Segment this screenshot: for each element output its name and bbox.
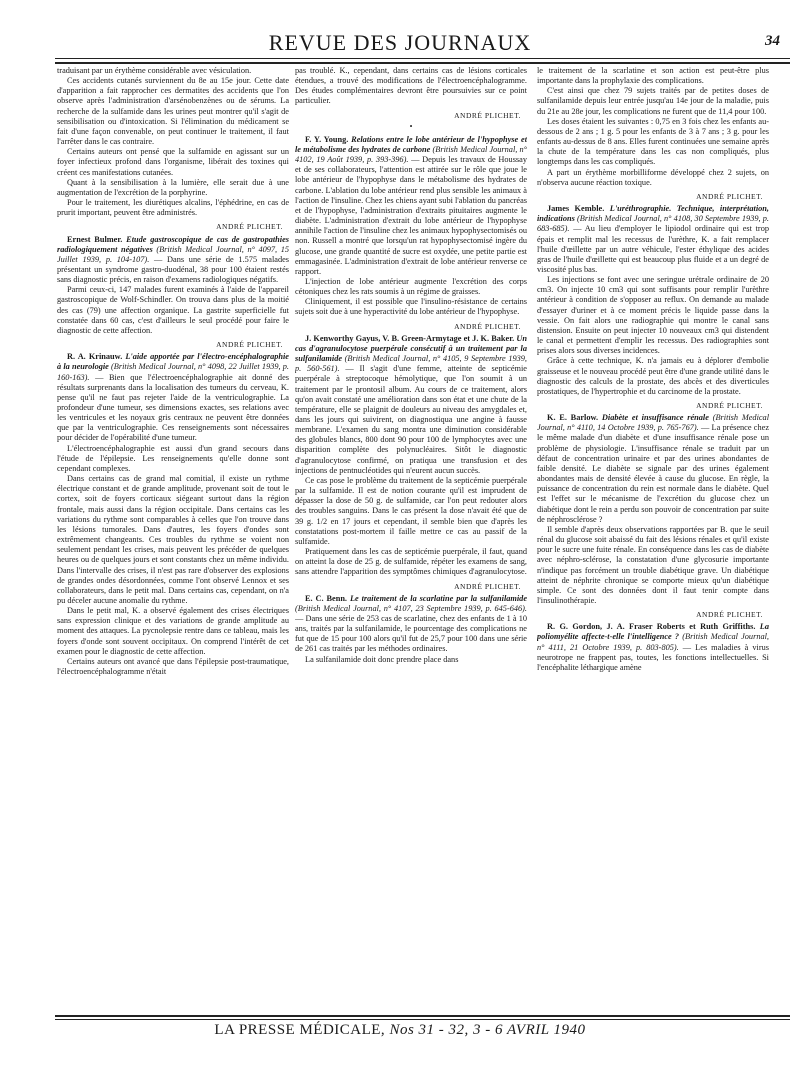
article-header <box>295 594 527 655</box>
paragraph: L'injection de lobe antérieur augmente l'excrétion des corps cétoniques chez les rats soumis à un régime de graisses. <box>295 276 527 297</box>
paragraph: Les injections se font avec une seringue urétrale ordinaire de 20 cm3. On injecte 10 cm3 qui sont suffisants pour remplir l'urèthre antérieur à condition de s'opposer au reflux. On demande au malade d'essayer d'uriner et à ce moment précis le liquide passe dans la vessie. On fait alors une radiographie qui montre le canal sans distension. Ensuite on peut injecter 10 nouveaux cm3 qui distendent le canal et permettent d'emplir les recessus. Des radiographies sont prises alors sous diverses incidences. <box>537 275 769 356</box>
article-citation: (British Medical Journal, n° 4105, 9 Septembre 1939, p. 560-561). <box>295 354 527 374</box>
article-author: R. G. Gordon, J. A. Fraser Roberts et Ruth Griffiths. <box>547 622 756 632</box>
article-header <box>537 413 769 525</box>
footer-rule-thick <box>55 1015 790 1017</box>
article-text: — Dans une série de 1.575 malades présentant un syndrome gastro-duodénal, 38 pour 100 étaient restés sans diagnostic précis, en raison d'examens radiologiques négatifs. <box>57 254 289 285</box>
column-2 <box>295 66 527 1008</box>
article-title: La poliomyélite affecte-t-elle l'intelligence ? <box>537 622 769 642</box>
footer-rule <box>55 1019 790 1020</box>
signature: ANDRÉ PLICHET. <box>696 401 763 410</box>
article-author: E. C. Benn. <box>305 593 348 603</box>
signature: ANDRÉ PLICHET. <box>454 321 521 331</box>
paragraph: Parmi ceux-ci, 147 malades furent examinés à l'aide de l'appareil gastroscopique de Wolf-Schindler. On trouva dans plus de la moitié des cas (79) une affection organique. La gastrite superficielle fut constatée dans 60 cas, c'est d'ailleurs le seul procédé pour faire le diagnostic de cette affection. <box>57 285 289 335</box>
article-author: R. A. Krinauw. <box>67 352 123 362</box>
article-title: Etude gastroscopique de cas de gastropathies radiologiquement négatives <box>57 234 289 254</box>
article-title: Le traitement de la scarlatine par la sulfanilamide <box>349 593 527 603</box>
paragraph: Certains auteurs ont pensé que la sulfamide en agissant sur un foyer infectieux profond dans l'organisme, libérait des toxines qui créent ces manifestations cutanées. <box>57 147 289 177</box>
paragraph: Pratiquement dans les cas de septicémie puerpérale, il faut, quand on atteint la dose de 25 g. de sulfamide, répéter les examens de sang, sans attendre l'apparition des symptômes chimiques d'agranulocytose. <box>295 547 527 577</box>
paragraph: Certains auteurs ont avancé que dans l'épilepsie post-traumatique, l'électroencéphalogramme n'était <box>57 656 289 677</box>
article-text: — Il s'agit d'une femme, atteinte de septicémie puerpérale à streptocoque hémolytique, que l'on soumit à un traitement par le prontosil album. Au cours de ce traitement, alors qu'on avait constaté une amélioration dans son état et une chute de la température, elle se plaignit de douleurs au niveau des amygdales et, dans les jours qui suivirent, on diagnostiqua une angine à fausse membrane. L'examen du sang montra une diminution considérable des globules blancs, 800 dont 90 pour 100 de lymphocytes avec une disparition complète des polynucléaires. Sitôt le diagnostic d'agranulocytose confirmé, on pratiqua une transfusion et des injections de pentnucléotides qui n'eurent aucun succès. <box>295 364 527 475</box>
article-header <box>295 334 527 476</box>
article-author: F. Y. Young. <box>305 134 349 144</box>
article-author: Ernest Bulmer. <box>67 234 123 244</box>
article-header <box>537 622 769 673</box>
column-3 <box>537 66 769 1008</box>
article-citation: (British Medical Journal, n° 4111, 21 Octobre 1939, p. 803-805). <box>537 632 769 652</box>
footer-issue: Nos 31 - 32, 3 - 6 AVRIL 1940 <box>389 1022 586 1038</box>
article-title: Un cas d'agranulocytose puerpérale consécutif à un traitement par la sulfanilamide <box>295 333 527 364</box>
paragraph: Pour le traitement, les diurétiques alcalins, l'éphédrine, en cas de prurit important, peuvent être administrés. <box>57 198 289 218</box>
paragraph: Dans certains cas de grand mal comitial, il existe un rythme électrique constant et de grande amplitude, provenant soit de tout le cortex, soit de foyers corticaux siégeant surtout dans la région frontale, mais aussi dans la région occipitale. Dans certains cas les variations du rythme sont comparables à celles que l'on trouve dans les lésions tumorales. Dans d'autres, les foyers d'ondes sont extrêmement changeants. Ces troubles du rythme se voient non seulement pendant les crises, mais peuvent les précéder de quelques heures ou de quelques jours et sont constants chez un même individu. Dans l'intervalle des crises, il n'est pas rare d'observer des explosions de grandes ondes désordonnées, comme l'ont observé Lennox et ses collaborateurs, dans le petit mal. Dans certains cas, cependant, on n'a pu déceler aucune anomalie du rythme. <box>57 474 289 605</box>
page-number: 34 <box>765 33 780 49</box>
paragraph: Ce cas pose le problème du traitement de la septicémie puerpérale par la sulfamide. Il est de notion courante qu'il est imprudent de dépasser la dose de 50 g. de sulfamide, car l'on peut redouter alors des troubles sanguins. Dans le cas présent la dose n'avait été que de 39 g. 1/2 en 17 jours et cependant, il semble bien que d'après les constatations post-mortem il faille mettre ce cas au passif de la sulfamide. <box>295 475 527 546</box>
paragraph: Dans le petit mal, K. a observé également des crises électriques sans expression clinique et des variations de grande amplitude au moment des attaques. La pycnolepsie rentre dans ce tableau, mais les foyers d'onde sont souvent occipitaux. On comprend l'intérêt de cet examen pour le diagnostic de cette affection. <box>57 606 289 656</box>
article-header <box>537 204 769 275</box>
article-author: James Kemble. <box>547 204 605 214</box>
separator-dot: • <box>409 121 413 131</box>
article-citation: (British Medical Journal, n° 4102, 19 Août 1939, p. 393-396). <box>295 144 527 165</box>
signature: ANDRÉ PLICHET. <box>696 610 763 620</box>
page-footer <box>0 1022 800 1039</box>
paragraph: Grâce à cette technique, K. n'a jamais eu à déplorer d'embolie graisseuse et le nouveau procédé peut être d'une grande utilité dans le diagnostic des calculs de la prostate, des abcès et des diverticules prostatiques, de l'hypertrophie et du carcinome de la prostate. <box>537 356 769 396</box>
article-title: Diabète et insuffisance rénale <box>601 413 709 423</box>
paragraph: C'est ainsi que chez 79 sujets traités par de petites doses de sulfanilamide depuis leur entrée jusqu'au 14e jour de la maladie, puis du 21e au 28e jour, les complications ne furent que de 11,4 pour 100. <box>537 86 769 116</box>
paragraph: Ces accidents cutanés surviennent du 8e au 15e jour. Cette date d'apparition a fait rapprocher ces dermatites des accidents que l'on observe après l'administration d'arsénobenzènes ou de sérums. La recherche de la sulfamide dans les urines peut montrer qu'il s'agit de sensibilisation ou d'intoxication. Si l'élimination du médicament se fait d'une façon convenable, on peut continuer le traitement, il faut l'arrêter dans le cas contraire. <box>57 76 289 147</box>
article-text: — Les maladies à virus neurotrope ne frappent pas, toutes, les fonctions intellectuelles. Si l'encéphalite léthargique amène <box>537 642 769 672</box>
paragraph: pas troublé. K., cependant, dans certains cas de lésions corticales étendues, a trouvé des modifications de l'électroencéphalogramme. Des études complémentaires devront être poursuivies sur ce point particulier. <box>295 66 527 106</box>
paragraph: L'électroencéphalographie est aussi d'un grand secours dans l'étude de l'épilepsie. Les renseignements qu'elle donne sont cependant complexes. <box>57 443 289 473</box>
signature: ANDRÉ PLICHET. <box>216 222 283 232</box>
article-title: Relations entre le lobe antérieur de l'hypophyse et le métabolisme des hydrates de carbone <box>295 134 527 154</box>
article-text: — Bien que l'électroencéphalographie ait donné des résultats surprenants dans la localisation des tumeurs du cerveau, K. pense qu'il ne faut pas rejeter l'aide de la ventriculographie. La profondeur d'une tumeur, ses dimensions exactes, ses relations avec les ventricules et les noyaux gris centraux ne peuvent être données que par la ventriculographie. Ces renseignements sont nécessaires pour décider de l'opérabilité d'une tumeur. <box>57 372 289 443</box>
article-citation: (British Medical Journal, n° 4098, 22 Juillet 1939, p. 160-163). <box>57 362 289 382</box>
article-text: — La présence chez le même malade d'un diabète et d'une insuffisance rénale pose un problème de physiologie. L'insuffisance rénale se traduit par un défaut de concentration urinaire et par des urines abondantes de faible densité. Le diabète se signale par des urines également abondantes mais de densité élevée à cause du glucose. En règle, la puissance de concentration du rein est normale dans le diabète. Quel est l'effet sur le mécanisme de l'excrétion du glucose chez un diabétique dont le rein a perdu son pouvoir de concentration par suite de néphrosclérose ? <box>537 423 769 524</box>
signature: ANDRÉ PLICHET. <box>216 340 283 350</box>
article-title: L'aide apportée par l'électro-encéphalographie à la neurologie <box>57 352 289 372</box>
column-1 <box>57 66 289 1008</box>
signature: ANDRÉ PLICHET. <box>454 110 521 120</box>
paragraph: La sulfanilamide doit donc prendre place dans <box>305 654 459 664</box>
paragraph: Les doses étaient les suivantes : 0,75 en 3 fois chez les enfants au-dessous de 2 ans ; 1 g. 5 pour les enfants de 3 à 7 ans ; 3 g. pour les enfants au-dessus de 8 ans. Elles furent continuées une semaine après la chute de la température dans les cas non compliqués, plus longtemps dans les cas compliqués. <box>537 116 769 167</box>
article-header <box>295 135 527 277</box>
signature: ANDRÉ PLICHET. <box>696 191 763 201</box>
article-header <box>57 352 289 443</box>
article-text: — Au lieu d'employer le lipiodol ordinaire qui est trop épais et remplit mal les recessus de l'urèthre, K. a fait remplacer l'huile d'œillette par un autre véhicule, l'ester éthylique des acides gras de l'huile d'œillette qui est beaucoup plus fluide et a un degré de viscosité plus bas. <box>537 224 769 274</box>
header-rule-thick <box>55 62 790 64</box>
article-citation: (British Medical Journal, n° 4107, 23 Septembre 1939, p. 645-646). <box>295 603 527 613</box>
paragraph: Il semble d'après deux observations rapportées par B. que le seuil rénal du glucose soit abaissé du fait des lésions rénales et qu'il existe pour le sucre une fuite rénale. En conséquence dans les cas de diabète avec néphro-sclérose, la constatation d'une glycosurie importante n'indique pas forcément un trouble diabétique grave. Un diabétique atteint de néphrite chronique se comporte mieux qu'un diabétique simple. Ce sont des données dont il faut tenir compte dans l'insulinothérapie. <box>537 524 769 605</box>
article-author: J. Kenworthy Gayus, V. B. Green-Armytage et J. K. Baker. <box>305 333 515 343</box>
footer-journal: LA PRESSE MÉDICALE, <box>214 1022 386 1038</box>
paragraph: traduisant par un érythème considérable avec vésiculation. <box>57 66 252 75</box>
paragraph: A part un érythème morbilliforme développé chez 2 sujets, on n'observa aucune réaction toxique. <box>537 167 769 187</box>
article-author: K. E. Barlow. <box>547 413 599 423</box>
paragraph: le traitement de la scarlatine et son action est peut-être plus importante dans la prophylaxie des complications. <box>537 66 769 86</box>
article-text: — Dans une série de 253 cas de scarlatine, chez des enfants de 1 à 10 ans, traités par la sulfanilamide, le pourcentage des complications ne fut que de 15 pour 100 alors qu'il fut de 25,7 pour 100 dans une série de 261 cas traités par les méthodes ordinaires. <box>295 613 527 654</box>
article-title: L'uréthrographie. Technique, interprétation, indications <box>537 204 769 224</box>
article-text: — Depuis les travaux de Houssay et de ses collaborateurs, l'attention est attirée sur le rôle que joue le lobe antérieur de l'hypophyse dans le métabolisme des hydrates de carbone. L'ablation du lobe antérieur rend plus sensible les animaux à l'action de l'insuline. Chez les chiens ayant subi l'ablation du pancréas et de l'hypophyse, l'administration d'extraits pituitaires augmente le diabète. L'administration d'extrait du lobe antérieur de l'hypophyse annihile l'action de l'insuline chez les animaux hypophysectomisés ou non. Russell a montré que lorsqu'un rat hypophysectomisé ingère du glucose, une grande quantité de sucre est oxydée, une petite partie est emmagasinée. L'administration d'extrait de lobe antérieur renverse ce rapport. <box>295 155 527 276</box>
paragraph: Quant à la sensibilisation à la lumière, elle serait due à une augmentation de l'excrétion de la porphyrine. <box>57 177 289 197</box>
paragraph: Cliniquement, il est possible que l'insulino-résistance de certains sujets soit due à une hyperactivité du lobe antérieur de l'hypophyse. <box>295 297 527 317</box>
article-citation: (British Medical Journal, n° 4097, 15 Juillet 1939, p. 104-107). <box>57 244 289 264</box>
page-header-title: REVUE DES JOURNAUX <box>268 30 532 55</box>
article-header <box>57 235 289 286</box>
header-rule <box>55 58 790 59</box>
article-citation: (British Medical Journal, n° 4110, 14 Octobre 1939, p. 765-767). <box>537 413 769 433</box>
signature: ANDRÉ PLICHET. <box>454 581 521 591</box>
article-citation: (British Medical Journal, n° 4108, 30 Septembre 1939, p. 683-685). <box>537 214 769 234</box>
